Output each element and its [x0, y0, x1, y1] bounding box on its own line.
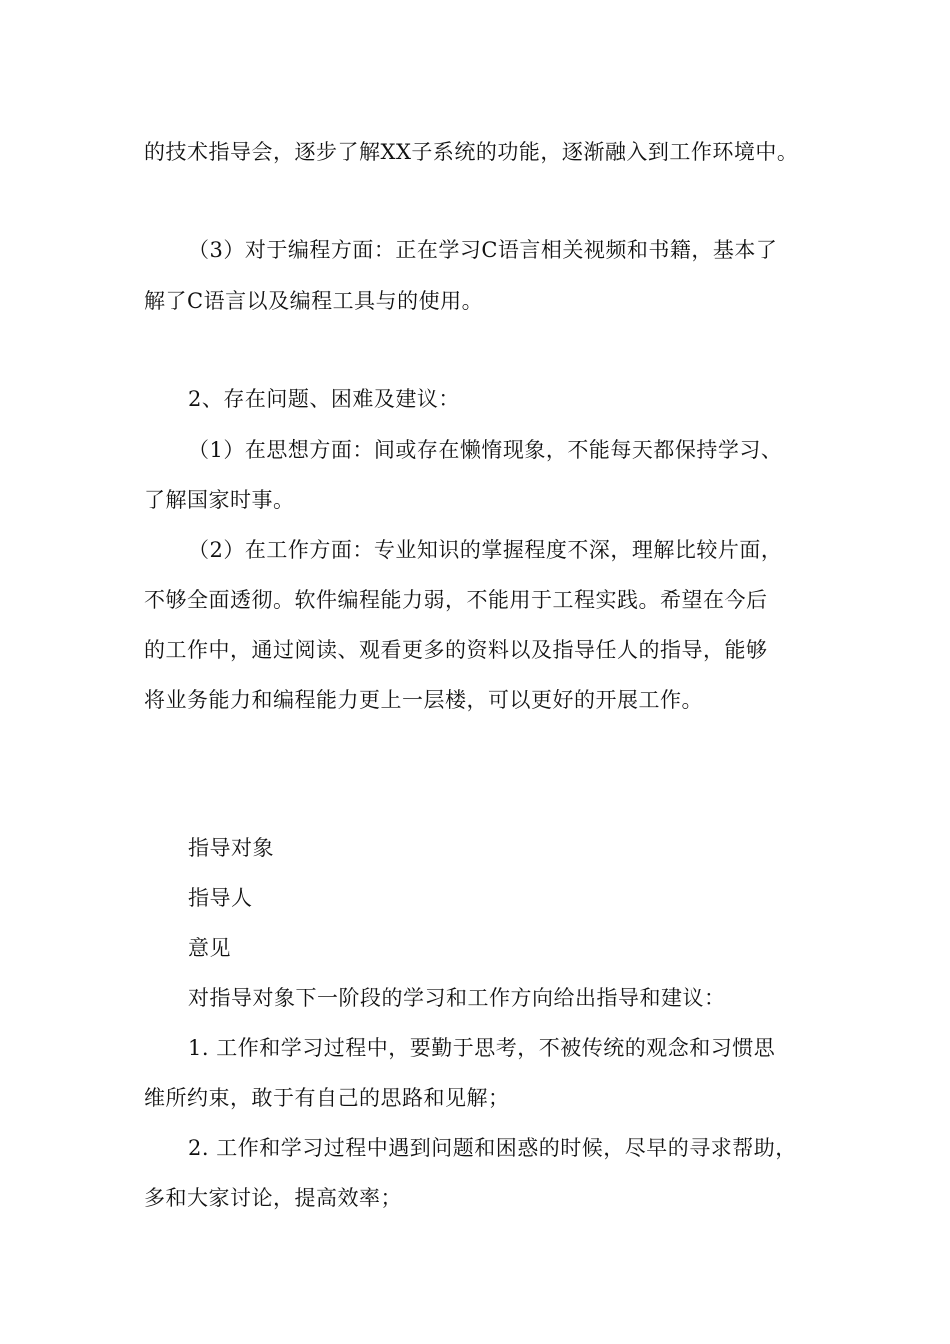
paragraph-line-work-2: 不够全面透彻。软件编程能力弱，不能用于工程实践。希望在今后 [144, 588, 768, 612]
paragraph-line-advice-intro: 对指导对象下一阶段的学习和工作方向给出指导和建议： [188, 986, 726, 1010]
list-item-2-line-2: 多和大家讨论，提高效率； [144, 1186, 402, 1210]
list-item-1-line-1: 1. 工作和学习过程中，要勤于思考，不被传统的观念和习惯思 [188, 1036, 776, 1060]
paragraph-line-work-3: 的工作中，通过阅读、观看更多的资料以及指导任人的指导，能够 [144, 638, 768, 662]
label-guidance-target: 指导对象 [188, 836, 274, 860]
paragraph-line-tech-guidance: 的技术指导会，逐步了解XX子系统的功能，逐渐融入到工作环境中。 [144, 140, 799, 164]
label-opinion: 意见 [188, 936, 231, 960]
list-item-2-line-1: 2. 工作和学习过程中遇到问题和困惑的时候，尽早的寻求帮助， [188, 1136, 797, 1160]
label-instructor: 指导人 [188, 886, 253, 910]
list-item-1-line-2: 维所约束，敢于有自己的思路和见解； [144, 1086, 510, 1110]
paragraph-line-programming-1: （3）对于编程方面：正在学习C语言相关视频和书籍，基本了 [188, 238, 778, 262]
paragraph-line-thinking-1: （1）在思想方面：间或存在懒惰现象，不能每天都保持学习、 [188, 438, 783, 462]
paragraph-line-work-4: 将业务能力和编程能力更上一层楼，可以更好的开展工作。 [144, 688, 703, 712]
section-heading-problems: 2、存在问题、困难及建议： [188, 387, 460, 411]
paragraph-line-thinking-2: 了解国家时事。 [144, 488, 295, 512]
paragraph-line-programming-2: 解了C语言以及编程工具与的使用。 [144, 289, 484, 313]
paragraph-line-work-1: （2）在工作方面：专业知识的掌握程度不深，理解比较片面， [188, 538, 783, 562]
